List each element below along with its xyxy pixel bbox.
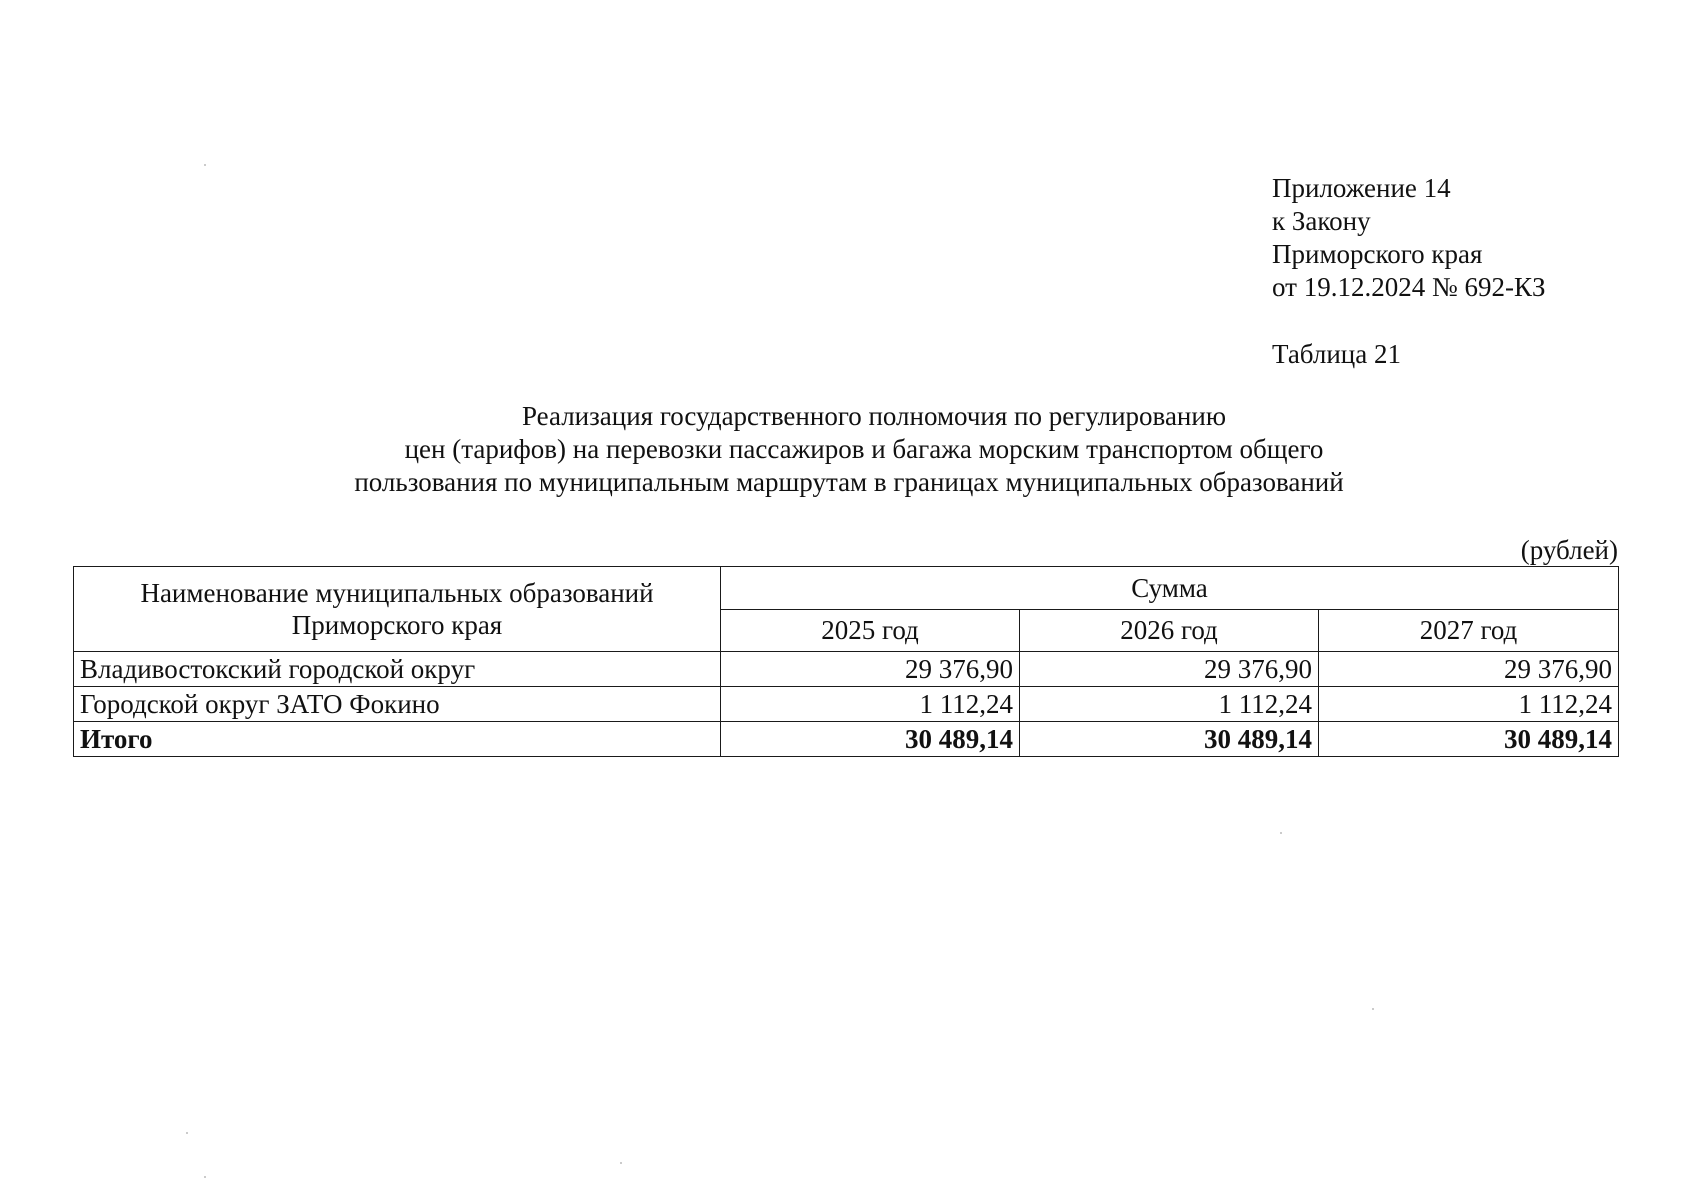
- row-value-2025: 29 376,90: [721, 652, 1020, 687]
- total-value-2026: 30 489,14: [1020, 722, 1319, 757]
- header-municipality-name: Наименование муниципальных образований Приморского края: [74, 567, 721, 652]
- row-value-2026: 1 112,24: [1020, 687, 1319, 722]
- table-total-row: [74, 722, 1619, 757]
- document-title: [0, 400, 1698, 499]
- row-name: Владивостокский городской округ: [74, 652, 721, 687]
- table-row: [74, 687, 1619, 722]
- scan-speck: [204, 1176, 206, 1178]
- total-value-2027: 30 489,14: [1319, 722, 1619, 757]
- scan-speck: [1372, 1008, 1374, 1010]
- row-value-2025: 1 112,24: [721, 687, 1020, 722]
- scan-speck: [1280, 832, 1282, 834]
- appendix-line-2: к Закону: [1272, 206, 1371, 236]
- header-year-2025: 2025 год: [721, 609, 1020, 652]
- header-year-2026: 2026 год: [1020, 609, 1319, 652]
- scan-speck: [620, 1162, 622, 1164]
- scan-speck: [186, 1132, 188, 1134]
- row-value-2027: 1 112,24: [1319, 687, 1619, 722]
- title-line-2: цен (тарифов) на перевозки пассажиров и багажа морским транспортом общего: [404, 434, 1324, 464]
- units-label: (рублей): [1520, 535, 1618, 565]
- total-value-2025: 30 489,14: [721, 722, 1020, 757]
- row-name: Городской округ ЗАТО Фокино: [74, 687, 721, 722]
- table-number: Таблица 21: [1272, 339, 1401, 369]
- table-header-row: [74, 567, 1619, 610]
- table-row: [74, 652, 1619, 687]
- title-line-3: пользования по муниципальным маршрутам в границах муниципальных образований: [354, 467, 1344, 497]
- title-line-1: Реализация государственного полномочия по регулированию: [522, 401, 1226, 431]
- header-year-2027: 2027 год: [1319, 609, 1619, 652]
- total-name: Итого: [74, 722, 721, 757]
- scan-speck: [204, 164, 206, 166]
- appendix-line-4: от 19.12.2024 № 692-КЗ: [1272, 272, 1546, 302]
- appendix-block: [1272, 172, 1545, 304]
- row-value-2027: 29 376,90: [1319, 652, 1619, 687]
- header-sum: Сумма: [721, 567, 1619, 610]
- appendix-line-3: Приморского края: [1272, 239, 1483, 269]
- appendix-line-1: Приложение 14: [1272, 173, 1451, 203]
- budget-table: [73, 566, 1619, 757]
- row-value-2026: 29 376,90: [1020, 652, 1319, 687]
